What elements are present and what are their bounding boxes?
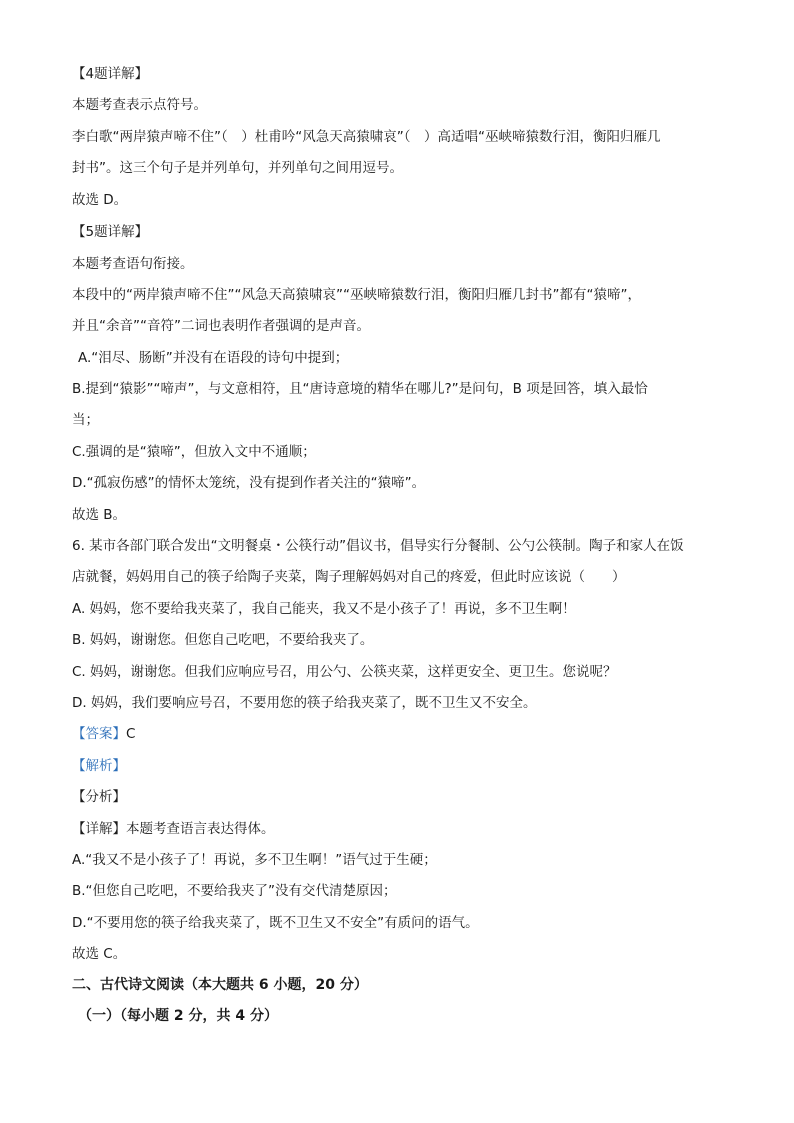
text-line: 封书”。这三个句子是并列单句，并列单句之间用逗号。 <box>72 160 403 176</box>
answer-value: C <box>126 726 136 742</box>
option-d-analysis: D.“孤寂伤感”的情怀太笼统，没有提到作者关注的“猿啼”。 <box>72 475 426 491</box>
subsection-title: （一）（每小题 2 分，共 4 分） <box>78 1008 278 1024</box>
question-6-option-a: A. 妈妈，您不要给我夹菜了，我自己能夹，我又不是小孩子了！再说，多不卫生啊！ <box>72 601 576 617</box>
text-line: D.“不要用您的筷子给我夹菜了，既不卫生又不安全”有质问的语气。 <box>72 915 479 931</box>
text-line: 故选 B。 <box>72 507 127 523</box>
detail-text: 本题考查语言表达得体。 <box>126 821 275 837</box>
text-line: 本题考查表示点符号。 <box>72 97 207 113</box>
section-heading-q5-explanation: 【5题详解】 <box>72 224 149 240</box>
analysis-tag: 【解析】 <box>72 758 126 774</box>
text-line: 李白歌“两岸猿声啼不住”（ ）杜甫吟“风急天高猿啸哀”（ ）高适唱“巫峡啼猿数行泪，衡阳归雁几 <box>72 129 661 145</box>
text-line: 故选 C。 <box>72 946 127 962</box>
question-6-option-d: D. 妈妈，我们要响应号召，不要用您的筷子给我夹菜了，既不卫生又不安全。 <box>72 695 537 711</box>
question-6-stem-cont: 店就餐，妈妈用自己的筷子给陶子夹菜，陶子理解妈妈对自己的疼爱，但此时应该说（ ） <box>72 569 626 585</box>
text-line: 当； <box>72 412 99 428</box>
question-6-stem: 6. 某市各部门联合发出“文明餐桌・公筷行动”倡议书，倡导实行分餐制、公勺公筷制。陶子和家人在饭 <box>72 538 684 554</box>
breakdown-tag: 【分析】 <box>72 789 126 805</box>
question-6-option-c: C. 妈妈，谢谢您。但我们应响应号召，用公勺、公筷夹菜，这样更安全、更卫生。您说呢？ <box>72 664 617 680</box>
text-line: B.“但您自己吃吧，不要给我夹了”没有交代清楚原因； <box>72 883 397 899</box>
section-heading-q4-explanation: 【4题详解】 <box>72 66 149 82</box>
detail-line <box>72 819 732 839</box>
option-b-analysis: B.提到“猿影”“啼声”，与文意相符，且“唐诗意境的精华在哪儿?”是问句，B 项是回答，填入最恰 <box>72 381 648 397</box>
text-line: 本题考查语句衔接。 <box>72 256 194 272</box>
option-c-analysis: C.强调的是“猿啼”，但放入文中不通顺； <box>72 444 316 460</box>
question-6-option-b: B. 妈妈，谢谢您。但您自己吃吧，不要给我夹了。 <box>72 632 374 648</box>
text-line: 并且“余音”“音符”二词也表明作者强调的是声音。 <box>72 318 370 334</box>
text-line: 本段中的“两岸猿声啼不住”“风急天高猿啸哀”“巫峡啼猿数行泪，衡阳归雁几封书”都有“猿啼”， <box>72 287 641 303</box>
answer-tag: 【答案】 <box>72 726 126 742</box>
section-title-ancient-poetry: 二、古代诗文阅读（本大题共 6 小题，20 分） <box>72 977 368 993</box>
text-line: A.“我又不是小孩子了！再说，多不卫生啊！”语气过于生硬； <box>72 852 437 868</box>
answer-line <box>72 724 732 744</box>
text-line: 故选 D。 <box>72 192 128 208</box>
option-a-analysis: A.“泪尽、肠断”并没有在语段的诗句中提到； <box>78 350 349 366</box>
detail-tag: 【详解】 <box>72 821 126 837</box>
